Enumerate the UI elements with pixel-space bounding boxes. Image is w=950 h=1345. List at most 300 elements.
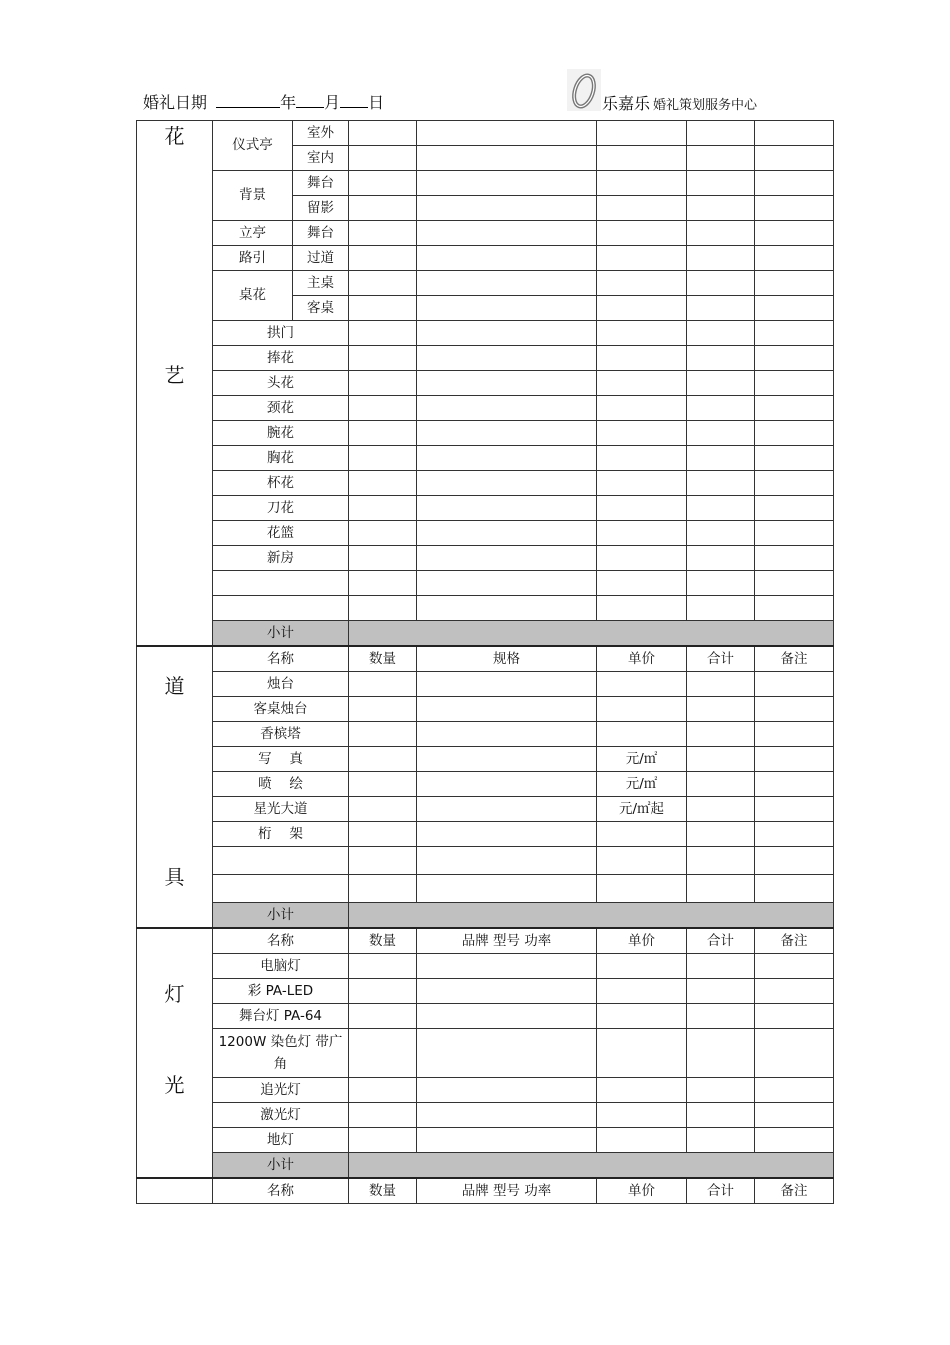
floral-item-label: 腕花 (213, 421, 349, 446)
floral-cell[interactable] (687, 596, 755, 621)
lighting-cell[interactable] (417, 1103, 597, 1128)
floral-cell[interactable] (597, 196, 687, 221)
floral-cell[interactable] (755, 221, 834, 246)
lighting-cell[interactable] (597, 1029, 687, 1078)
floral-cell[interactable] (755, 196, 834, 221)
floral-cell[interactable] (349, 546, 417, 571)
floral-cell[interactable] (687, 271, 755, 296)
floral-cell[interactable] (349, 421, 417, 446)
table-row (137, 797, 834, 822)
floral-cell[interactable] (417, 271, 597, 296)
wedding-quote-form (136, 120, 834, 1204)
props-item-label: 客桌烛台 (213, 697, 349, 722)
column-header-brand-model-power: 品牌 型号 功率 (417, 1178, 597, 1204)
floral-cell[interactable] (597, 571, 687, 596)
floral-cell[interactable] (417, 196, 597, 221)
floral-cell[interactable] (597, 146, 687, 171)
props-total-cell[interactable] (687, 722, 755, 747)
floral-cell[interactable] (597, 421, 687, 446)
floral-cell[interactable] (755, 596, 834, 621)
floral-cell[interactable] (597, 546, 687, 571)
floral-section (137, 121, 834, 647)
lighting-item-label: 追光灯 (213, 1078, 349, 1103)
floral-sub-label: 舞台 (293, 171, 349, 196)
table-row (137, 822, 834, 847)
section-char: 道 (164, 674, 185, 698)
props-quantity-cell[interactable] (349, 772, 417, 797)
floral-cell[interactable] (755, 421, 834, 446)
table-row (137, 471, 834, 496)
column-header-total: 合计 (687, 928, 755, 954)
month-blank[interactable] (296, 92, 324, 108)
lighting-cell[interactable] (349, 979, 417, 1004)
column-header-remarks: 备注 (755, 646, 834, 672)
floral-cell[interactable] (687, 421, 755, 446)
floral-sub-label: 舞台 (293, 221, 349, 246)
floral-cell[interactable] (755, 496, 834, 521)
table-row (137, 596, 834, 621)
props-quantity-cell[interactable] (349, 797, 417, 822)
table-row (137, 979, 834, 1004)
floral-cell[interactable] (687, 321, 755, 346)
brand-subtitle: 婚礼策划服务中心 (653, 98, 758, 113)
floral-cell[interactable] (687, 296, 755, 321)
table-row (137, 1029, 834, 1078)
section-char: 花 (164, 124, 185, 148)
floral-cell[interactable] (349, 346, 417, 371)
lighting-cell[interactable] (417, 1078, 597, 1103)
column-header-name: 名称 (213, 928, 349, 954)
floral-cell[interactable] (755, 246, 834, 271)
table-row (137, 1004, 834, 1029)
props-remarks-cell[interactable] (755, 672, 834, 697)
props-unit-price-cell[interactable] (597, 875, 687, 903)
header (143, 88, 843, 116)
floral-cell[interactable] (349, 371, 417, 396)
table-row (137, 496, 834, 521)
floral-cell[interactable] (417, 421, 597, 446)
floral-cell[interactable] (687, 171, 755, 196)
props-total-cell[interactable] (687, 697, 755, 722)
floral-sub-label: 客桌 (293, 296, 349, 321)
lighting-cell[interactable] (687, 979, 755, 1004)
floral-cell[interactable] (349, 271, 417, 296)
header-row (137, 1178, 834, 1204)
lighting-cell[interactable] (755, 1103, 834, 1128)
lighting-cell[interactable] (349, 1029, 417, 1078)
column-header-total: 合计 (687, 1178, 755, 1204)
floral-cell[interactable] (597, 271, 687, 296)
floral-item-label: 新房 (213, 546, 349, 571)
subtotal-label: 小计 (213, 621, 349, 647)
header-row (137, 646, 834, 672)
props-unit-price-cell[interactable]: 元/㎡ (597, 747, 687, 772)
floral-cell[interactable] (597, 221, 687, 246)
floral-cell[interactable] (755, 471, 834, 496)
lighting-cell[interactable] (755, 954, 834, 979)
column-header-unit-price: 单价 (597, 1178, 687, 1204)
column-header-remarks: 备注 (755, 1178, 834, 1204)
year-label: 年 (280, 93, 297, 112)
floral-group-label: 立亭 (213, 221, 293, 246)
lighting-item-label: 地灯 (213, 1128, 349, 1153)
props-remarks-cell[interactable] (755, 722, 834, 747)
floral-item-label: 拱门 (213, 321, 349, 346)
props-unit-price-cell[interactable] (597, 822, 687, 847)
props-total-cell[interactable] (687, 847, 755, 875)
props-spec-cell[interactable] (417, 875, 597, 903)
subtotal-row (137, 621, 834, 647)
props-remarks-cell[interactable] (755, 875, 834, 903)
floral-cell[interactable] (349, 296, 417, 321)
lighting-cell[interactable] (417, 1004, 597, 1029)
lighting-section (137, 928, 834, 1178)
floral-cell[interactable] (755, 571, 834, 596)
subtotal-row (137, 903, 834, 929)
floral-group-label: 桌花 (213, 271, 293, 321)
props-remarks-cell[interactable] (755, 772, 834, 797)
floral-cell[interactable] (417, 471, 597, 496)
table-row (137, 722, 834, 747)
props-remarks-cell[interactable] (755, 797, 834, 822)
floral-cell[interactable] (417, 546, 597, 571)
props-remarks-cell[interactable] (755, 822, 834, 847)
lighting-cell[interactable] (597, 1004, 687, 1029)
table-row (137, 246, 834, 271)
floral-cell[interactable] (687, 246, 755, 271)
props-unit-price-cell[interactable] (597, 672, 687, 697)
table-row (137, 271, 834, 296)
floral-cell[interactable] (349, 196, 417, 221)
floral-cell[interactable] (597, 596, 687, 621)
lighting-cell[interactable] (687, 1029, 755, 1078)
props-remarks-cell[interactable] (755, 747, 834, 772)
floral-cell[interactable] (755, 146, 834, 171)
floral-cell[interactable] (755, 521, 834, 546)
floral-cell[interactable] (417, 296, 597, 321)
table-row (137, 672, 834, 697)
column-header-remarks: 备注 (755, 928, 834, 954)
column-header-quantity: 数量 (349, 646, 417, 672)
column-header-spec: 规格 (417, 646, 597, 672)
floral-cell[interactable] (417, 571, 597, 596)
lighting-cell[interactable] (687, 1103, 755, 1128)
header-row (137, 928, 834, 954)
props-quantity-cell[interactable] (349, 875, 417, 903)
props-spec-cell[interactable] (417, 672, 597, 697)
floral-cell[interactable] (417, 521, 597, 546)
lighting-cell[interactable] (687, 1004, 755, 1029)
day-blank[interactable] (340, 92, 368, 108)
floral-cell[interactable] (349, 571, 417, 596)
floral-cell[interactable] (687, 496, 755, 521)
floral-item-label: 刀花 (213, 496, 349, 521)
floral-cell[interactable] (687, 346, 755, 371)
section-char: 灯 (164, 982, 185, 1006)
floral-cell[interactable] (687, 221, 755, 246)
lighting-item-label: 1200W 染色灯 带广角 (213, 1029, 349, 1078)
floral-cell[interactable] (597, 396, 687, 421)
column-header-brand-model-power: 品牌 型号 功率 (417, 928, 597, 954)
table-row (137, 446, 834, 471)
floral-cell[interactable] (417, 146, 597, 171)
props-spec-cell[interactable] (417, 697, 597, 722)
floral-cell[interactable] (687, 146, 755, 171)
table-row (137, 847, 834, 875)
table-row (137, 121, 834, 146)
props-item-label: 烛台 (213, 672, 349, 697)
lighting-cell[interactable] (597, 979, 687, 1004)
props-item-label: 香槟塔 (213, 722, 349, 747)
lighting-cell[interactable] (417, 979, 597, 1004)
table-row (137, 371, 834, 396)
floral-sub-label: 室外 (293, 121, 349, 146)
lighting-cell[interactable] (597, 954, 687, 979)
subtotal-value[interactable] (349, 903, 834, 929)
column-header-quantity: 数量 (349, 928, 417, 954)
props-spec-cell[interactable] (417, 847, 597, 875)
props-total-cell[interactable] (687, 772, 755, 797)
floral-cell[interactable] (417, 396, 597, 421)
date-label: 婚礼日期 (143, 93, 208, 112)
floral-item-label[interactable] (213, 596, 349, 621)
lighting-cell[interactable] (417, 954, 597, 979)
floral-cell[interactable] (755, 296, 834, 321)
props-quantity-cell[interactable] (349, 722, 417, 747)
section-label (137, 121, 213, 647)
table-row (137, 747, 834, 772)
props-item-label[interactable] (213, 875, 349, 903)
lighting-cell[interactable] (597, 1103, 687, 1128)
floral-cell[interactable] (687, 546, 755, 571)
table-row (137, 1078, 834, 1103)
props-spec-cell[interactable] (417, 722, 597, 747)
lighting-cell[interactable] (349, 1128, 417, 1153)
lighting-cell[interactable] (349, 1078, 417, 1103)
lighting-cell[interactable] (349, 1004, 417, 1029)
floral-cell[interactable] (349, 171, 417, 196)
props-spec-cell[interactable] (417, 747, 597, 772)
lighting-cell[interactable] (755, 1078, 834, 1103)
lighting-cell[interactable] (755, 1029, 834, 1078)
props-spec-cell[interactable] (417, 797, 597, 822)
floral-cell[interactable] (349, 396, 417, 421)
floral-group-label: 仪式亭 (213, 121, 293, 171)
props-unit-price-cell[interactable]: 元/㎡起 (597, 797, 687, 822)
table-row (137, 521, 834, 546)
floral-cell[interactable] (349, 596, 417, 621)
floral-cell[interactable] (349, 496, 417, 521)
floral-cell[interactable] (755, 446, 834, 471)
props-unit-price-cell[interactable]: 元/㎡ (597, 772, 687, 797)
table-row (137, 321, 834, 346)
brand-name: 乐嘉乐 (602, 94, 651, 113)
floral-cell[interactable] (417, 346, 597, 371)
floral-sub-label: 主桌 (293, 271, 349, 296)
column-header-quantity: 数量 (349, 1178, 417, 1204)
floral-cell[interactable] (417, 221, 597, 246)
floral-cell[interactable] (687, 121, 755, 146)
floral-cell[interactable] (755, 321, 834, 346)
floral-cell[interactable] (417, 371, 597, 396)
floral-cell[interactable] (755, 171, 834, 196)
lighting-cell[interactable] (349, 954, 417, 979)
props-unit-price-cell[interactable] (597, 722, 687, 747)
table-row (137, 1128, 834, 1153)
wedding-date-line (143, 90, 384, 113)
column-header-name: 名称 (213, 1178, 349, 1204)
section-label (137, 928, 213, 1178)
floral-cell[interactable] (755, 546, 834, 571)
subtotal-value[interactable] (349, 621, 834, 647)
floral-item-label: 杯花 (213, 471, 349, 496)
subtotal-row (137, 1153, 834, 1179)
lighting-item-label: 激光灯 (213, 1103, 349, 1128)
props-section (137, 646, 834, 928)
props-total-cell[interactable] (687, 875, 755, 903)
floral-cell[interactable] (417, 446, 597, 471)
lighting-cell[interactable] (417, 1029, 597, 1078)
props-total-cell[interactable] (687, 747, 755, 772)
props-item-label: 写 真 (213, 747, 349, 772)
floral-cell[interactable] (349, 246, 417, 271)
props-quantity-cell[interactable] (349, 822, 417, 847)
floral-cell[interactable] (417, 596, 597, 621)
floral-cell[interactable] (687, 521, 755, 546)
floral-item-label: 胸花 (213, 446, 349, 471)
floral-cell[interactable] (597, 346, 687, 371)
floral-item-label: 花篮 (213, 521, 349, 546)
column-header-name: 名称 (213, 646, 349, 672)
props-total-cell[interactable] (687, 822, 755, 847)
floral-cell[interactable] (417, 246, 597, 271)
lighting-cell[interactable] (755, 1004, 834, 1029)
column-header-unit-price: 单价 (597, 646, 687, 672)
section-char: 具 (164, 865, 185, 889)
props-spec-cell[interactable] (417, 822, 597, 847)
lighting-cell[interactable] (755, 979, 834, 1004)
floral-cell[interactable] (597, 296, 687, 321)
props-total-cell[interactable] (687, 797, 755, 822)
floral-cell[interactable] (687, 371, 755, 396)
floral-cell[interactable] (597, 121, 687, 146)
props-quantity-cell[interactable] (349, 847, 417, 875)
floral-cell[interactable] (687, 446, 755, 471)
table-row (137, 772, 834, 797)
floral-cell[interactable] (349, 521, 417, 546)
table-row (137, 571, 834, 596)
section-label (137, 646, 213, 928)
floral-cell[interactable] (755, 271, 834, 296)
floral-cell[interactable] (349, 221, 417, 246)
props-item-label: 喷 绘 (213, 772, 349, 797)
floral-cell[interactable] (417, 171, 597, 196)
section-char: 艺 (164, 363, 185, 387)
lighting-cell[interactable] (597, 1078, 687, 1103)
floral-cell[interactable] (417, 121, 597, 146)
table-row (137, 697, 834, 722)
floral-cell[interactable] (597, 321, 687, 346)
table-row (137, 546, 834, 571)
floral-cell[interactable] (597, 496, 687, 521)
column-header-total: 合计 (687, 646, 755, 672)
floral-cell[interactable] (597, 246, 687, 271)
props-quantity-cell[interactable] (349, 672, 417, 697)
subtotal-label: 小计 (213, 903, 349, 929)
floral-cell[interactable] (349, 471, 417, 496)
table-row (137, 221, 834, 246)
table-row (137, 1103, 834, 1128)
props-spec-cell[interactable] (417, 772, 597, 797)
floral-cell[interactable] (349, 446, 417, 471)
floral-cell[interactable] (597, 521, 687, 546)
year-blank[interactable] (216, 92, 280, 108)
floral-cell[interactable] (687, 471, 755, 496)
floral-cell[interactable] (349, 146, 417, 171)
props-remarks-cell[interactable] (755, 697, 834, 722)
lighting-cell[interactable] (687, 1128, 755, 1153)
floral-group-label: 背景 (213, 171, 293, 221)
lighting-cell[interactable] (417, 1128, 597, 1153)
table-row (137, 875, 834, 903)
props-remarks-cell[interactable] (755, 847, 834, 875)
floral-item-label: 头花 (213, 371, 349, 396)
column-header-unit-price: 单价 (597, 928, 687, 954)
props-unit-price-cell[interactable] (597, 847, 687, 875)
company-name (602, 91, 757, 114)
table-row (137, 954, 834, 979)
lighting-cell[interactable] (349, 1103, 417, 1128)
props-quantity-cell[interactable] (349, 697, 417, 722)
floral-cell[interactable] (597, 371, 687, 396)
next-section (137, 1178, 834, 1204)
floral-cell[interactable] (597, 446, 687, 471)
lighting-item-label: 电脑灯 (213, 954, 349, 979)
floral-cell[interactable] (687, 196, 755, 221)
section-char: 光 (164, 1073, 185, 1097)
lighting-item-label: 舞台灯 PA-64 (213, 1004, 349, 1029)
lighting-cell[interactable] (687, 1078, 755, 1103)
floral-cell[interactable] (755, 346, 834, 371)
floral-cell[interactable] (687, 571, 755, 596)
props-quantity-cell[interactable] (349, 747, 417, 772)
floral-cell[interactable] (349, 121, 417, 146)
floral-sub-label: 室内 (293, 146, 349, 171)
lighting-cell[interactable] (687, 954, 755, 979)
table-row (137, 346, 834, 371)
props-total-cell[interactable] (687, 672, 755, 697)
floral-cell[interactable] (597, 471, 687, 496)
floral-cell[interactable] (687, 396, 755, 421)
floral-sub-label: 过道 (293, 246, 349, 271)
subtotal-value[interactable] (349, 1153, 834, 1179)
company-logo (566, 68, 602, 112)
floral-item-label[interactable] (213, 571, 349, 596)
props-unit-price-cell[interactable] (597, 697, 687, 722)
floral-cell[interactable] (755, 396, 834, 421)
floral-cell[interactable] (597, 171, 687, 196)
lighting-cell[interactable] (597, 1128, 687, 1153)
floral-cell[interactable] (417, 321, 597, 346)
floral-cell[interactable] (349, 321, 417, 346)
floral-cell[interactable] (417, 496, 597, 521)
table-row (137, 396, 834, 421)
floral-cell[interactable] (755, 121, 834, 146)
lighting-cell[interactable] (755, 1128, 834, 1153)
props-item-label: 星光大道 (213, 797, 349, 822)
floral-cell[interactable] (755, 371, 834, 396)
props-item-label[interactable] (213, 847, 349, 875)
